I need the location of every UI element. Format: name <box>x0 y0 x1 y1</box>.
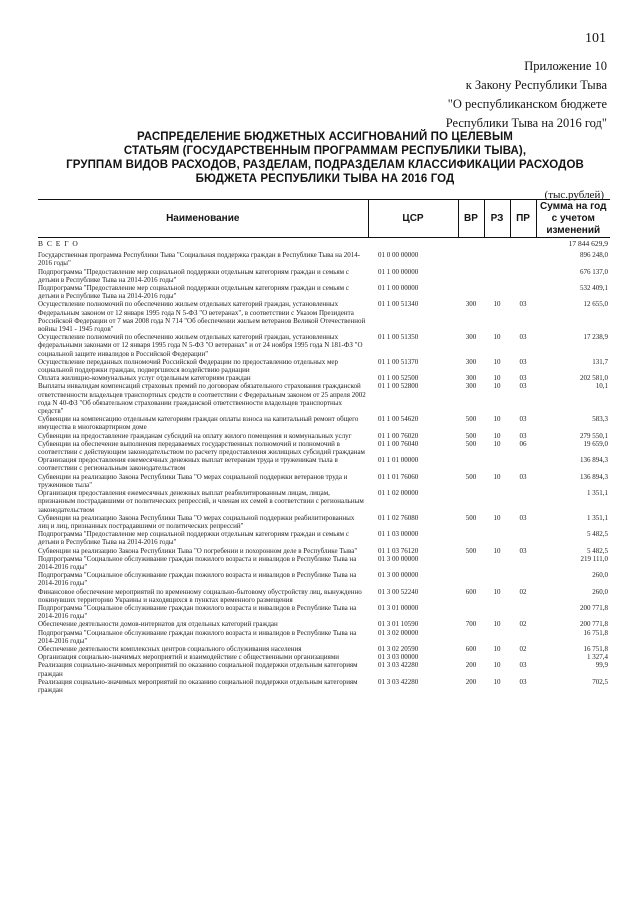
row-csr-cell: 01 3 01 10590 <box>378 620 419 629</box>
table-row <box>38 555 610 571</box>
row-name-cell: Осуществление полномочий по обеспечению жильем отдельных категорий граждан, установленных федеральными законами от 12 января 1995 года N 5-ФЗ "О ветеранах" и от 24 ноября 1995 года N 181-ФЗ "О социальной защите инвалидов в Российской Федерации" <box>38 333 363 358</box>
table-row <box>38 284 610 300</box>
row-sum-cell: 136 894,3 <box>580 472 608 481</box>
row-vr-cell: 500 <box>465 546 477 555</box>
row-vr-cell <box>458 653 484 661</box>
unit-label: (тыс.рублей) <box>544 189 604 201</box>
row-rz-cell <box>484 456 510 472</box>
row-name-cell: Субвенции на обеспечение выполнения передаваемых государственных полномочий и полномочий в соответствии с действующим законодательством по расчету предоставления жилищных субсидий гражданам <box>38 439 365 457</box>
row-vr-cell <box>458 268 484 284</box>
header-vr: ВР <box>458 200 484 238</box>
row-csr-cell: 01 3 00 52240 <box>378 587 419 596</box>
row-vr-cell: 200 <box>465 661 477 670</box>
row-csr-cell: 01 3 00 00000 <box>378 554 419 563</box>
row-pr-cell: 03 <box>519 472 527 481</box>
row-name-cell: Подпрограмма "Предоставление мер социальной поддержки отдельным категориям граждан и семьям с детьми в Республике Тыва на 2014-2016 годы" <box>38 284 349 301</box>
row-name-cell: Подпрограмма "Социальное обслуживание граждан пожилого возраста и инвалидов в Республике Тыва на 2014-2016 годы" <box>38 628 357 645</box>
header-csr: ЦСР <box>368 200 458 238</box>
row-name-cell: Организация предоставления ежемесячных денежных выплат реабилитированным лицам, лицам, признанным пострадавшими от политических репрессий, и членам их семей в соответствии с региональным законодательством <box>38 489 364 514</box>
row-name-cell: Финансовое обеспечение мероприятий по временному социально-бытовому обустройству лиц, вынужденно покинувших территорию Украины и находящихся в пунктах временного размещения <box>38 587 362 604</box>
table-row <box>38 547 610 555</box>
row-csr-cell: 01 1 00 51350 <box>378 333 419 342</box>
row-csr-cell: 01 0 00 00000 <box>378 251 419 260</box>
row-csr-cell: 01 1 00 51370 <box>378 357 419 366</box>
row-csr-cell: 01 1 00 52800 <box>378 382 419 391</box>
row-vr-cell <box>458 530 484 546</box>
row-pr-cell <box>510 284 536 300</box>
row-csr-cell: 01 1 00 76040 <box>378 439 419 448</box>
appendix-line: "О республиканском бюджете <box>447 97 607 111</box>
total-label: В С Е Г О <box>38 239 79 248</box>
row-name-cell: Подпрограмма "Предоставление мер социальной поддержки отдельным категориям граждан и семьям с детьми в Республике Тыва на 2014-2016 годы" <box>38 267 349 284</box>
row-csr-cell: 01 3 03 42280 <box>378 661 419 670</box>
row-vr-cell: 500 <box>465 439 477 448</box>
row-pr-cell <box>510 530 536 546</box>
row-vr-cell <box>458 629 484 645</box>
row-sum-cell: 219 111,0 <box>580 554 608 563</box>
total-sum: 17 844 629,9 <box>568 239 608 248</box>
row-vr-cell <box>458 456 484 472</box>
table-row <box>38 358 610 374</box>
row-pr-cell: 02 <box>519 587 527 596</box>
row-rz-cell <box>484 653 510 661</box>
row-name-cell: Осуществление полномочий по обеспечению жильем отдельных категорий граждан, установленных Федеральным законом от 12 января 1995 года N 5-ФЗ "О ветеранах", в соответствии с Указом Президента Российской Федерации от 7 мая 2008 года N 714 "Об обеспечении жильем ветеранов Великой Отечественной войны 1941 - 1945 годов" <box>38 300 366 334</box>
row-name-cell: Субвенции на реализацию Закона Республики Тыва "О мерах социальной поддержки ветеранов труда и тружеников тыла" <box>38 472 348 489</box>
row-pr-cell <box>510 251 536 267</box>
table-row <box>38 604 610 620</box>
row-pr-cell: 03 <box>519 677 527 686</box>
row-rz-cell: 10 <box>493 620 501 629</box>
row-vr-cell: 500 <box>465 513 477 522</box>
row-vr-cell <box>458 604 484 620</box>
row-name-cell: Подпрограмма "Социальное обслуживание граждан пожилого возраста и инвалидов в Республике Тыва на 2014-2016 годы" <box>38 554 357 571</box>
row-vr-cell <box>458 571 484 587</box>
row-csr-cell: 01 3 03 42280 <box>378 677 419 686</box>
row-vr-cell: 300 <box>465 374 477 383</box>
row-sum-cell: 99,9 <box>595 661 608 670</box>
row-sum-cell: 583,3 <box>592 415 608 424</box>
row-csr-cell: 01 1 01 00000 <box>378 456 419 465</box>
row-sum-cell: 19 659,0 <box>583 439 608 448</box>
row-pr-cell <box>510 571 536 587</box>
row-name-cell: Реализация социально-значимых мероприятий по оказанию социальной поддержки отдельным категориям граждан <box>38 677 358 694</box>
table-row <box>38 661 610 677</box>
row-vr-cell <box>458 489 484 514</box>
row-csr-cell: 01 1 00 52500 <box>378 374 419 383</box>
row-csr-cell: 01 1 00 00000 <box>378 267 419 276</box>
row-sum-cell: 5 482,5 <box>587 546 608 555</box>
row-pr-cell <box>510 604 536 620</box>
table-header-row <box>38 200 610 238</box>
row-pr-cell: 03 <box>519 357 527 366</box>
row-sum-cell: 260,0 <box>592 571 608 580</box>
row-name-cell: Субвенции на реализацию Закона Республики Тыва "О мерах социальной поддержки реабилитированных лиц и лиц, признанных пострадавшими от политических репрессий" <box>38 513 355 530</box>
row-pr-cell <box>510 629 536 645</box>
row-rz-cell <box>484 251 510 267</box>
row-pr-cell: 03 <box>519 300 527 309</box>
table-row <box>38 678 610 694</box>
total-row <box>38 238 610 252</box>
row-pr-cell: 03 <box>519 415 527 424</box>
row-vr-cell <box>458 555 484 571</box>
row-name-cell: Обеспечение деятельности комплексных центров социального обслуживания населения <box>38 644 302 653</box>
row-pr-cell: 03 <box>519 431 527 440</box>
row-pr-cell: 02 <box>519 644 527 653</box>
row-sum-cell: 1 351,1 <box>587 513 608 522</box>
row-pr-cell <box>510 653 536 661</box>
table-row <box>38 374 610 382</box>
row-rz-cell: 10 <box>493 472 501 481</box>
table-row <box>38 571 610 587</box>
row-vr-cell: 500 <box>465 431 477 440</box>
row-name-cell: Государственная программа Республики Тыва "Социальная поддержка граждан в Республике Тыва на 2014-2016 годы" <box>38 251 361 268</box>
row-sum-cell: 702,5 <box>592 677 608 686</box>
row-rz-cell: 10 <box>493 415 501 424</box>
row-csr-cell: 01 1 03 76120 <box>378 546 419 555</box>
title-line: ГРУППАМ ВИДОВ РАСХОДОВ, РАЗДЕЛАМ, ПОДРАЗДЕЛАМ КЛАССИФИКАЦИИ РАСХОДОВ <box>66 159 584 171</box>
row-name-cell: Субвенции на предоставление гражданам субсидий на оплату жилого помещения и коммунальных услуг <box>38 431 352 440</box>
row-csr-cell: 01 1 00 76020 <box>378 431 419 440</box>
row-name-cell: Подпрограмма "Социальное обслуживание граждан пожилого возраста и инвалидов в Республике Тыва на 2014-2016 годы" <box>38 603 357 621</box>
row-name-cell: Субвенции на реализацию Закона Республики Тыва "О погребении и похоронном деле в Республике Тыва" <box>38 546 358 555</box>
row-rz-cell: 10 <box>493 546 501 555</box>
row-vr-cell: 300 <box>465 382 477 391</box>
row-vr-cell: 700 <box>465 620 477 629</box>
row-sum-cell: 896 248,0 <box>580 251 608 260</box>
row-csr-cell: 01 1 02 76080 <box>378 513 419 522</box>
row-name-cell: Осуществление переданных полномочий Российской Федерации по предоставлению отдельных мер социальной поддержки граждан, подвергшихся воздействию радиации <box>38 357 338 375</box>
row-sum-cell: 12 655,0 <box>583 300 608 309</box>
row-csr-cell: 01 3 03 00000 <box>378 653 419 662</box>
row-name-cell: Организация предоставления ежемесячных денежных выплат ветеранам труда и труженикам тыла в соответствии с региональным законодательством <box>38 456 338 473</box>
row-name-cell: Подпрограмма "Социальное обслуживание граждан пожилого возраста и инвалидов в Республике Тыва на 2014-2016 годы" <box>38 571 357 588</box>
row-name-cell: Реализация социально-значимых мероприятий по оказанию социальной поддержки отдельным категориям граждан <box>38 661 358 678</box>
row-vr-cell: 300 <box>465 333 477 342</box>
row-pr-cell: 06 <box>519 439 527 448</box>
row-sum-cell: 532 409,1 <box>580 284 608 293</box>
row-rz-cell: 10 <box>493 333 501 342</box>
row-csr-cell: 01 1 01 76060 <box>378 472 419 481</box>
row-sum-cell: 136 894,3 <box>580 456 608 465</box>
title-line: БЮДЖЕТА РЕСПУБЛИКИ ТЫВА НА 2016 ГОД <box>195 173 455 185</box>
row-pr-cell: 02 <box>519 620 527 629</box>
row-name-cell: Обеспечение деятельности домов-интернатов для отдельных категорий граждан <box>38 620 278 629</box>
table-row <box>38 620 610 628</box>
budget-table <box>38 199 610 694</box>
row-rz-cell: 10 <box>493 587 501 596</box>
row-sum-cell: 200 771,8 <box>580 620 608 629</box>
row-pr-cell <box>510 489 536 514</box>
row-pr-cell: 03 <box>519 374 527 383</box>
row-csr-cell: 01 1 02 00000 <box>378 489 419 498</box>
title-line: РАСПРЕДЕЛЕНИЕ БЮДЖЕТНЫХ АССИГНОВАНИЙ ПО ЦЕЛЕВЫМ <box>137 131 513 143</box>
row-pr-cell <box>510 555 536 571</box>
row-sum-cell: 260,0 <box>592 587 608 596</box>
row-csr-cell: 01 1 03 00000 <box>378 530 419 539</box>
row-csr-cell: 01 3 00 00000 <box>378 571 419 580</box>
row-rz-cell: 10 <box>493 431 501 440</box>
row-sum-cell: 16 751,8 <box>583 628 608 637</box>
row-pr-cell: 03 <box>519 546 527 555</box>
table-row <box>38 440 610 456</box>
header-pr: ПР <box>510 200 536 238</box>
row-name-cell: Организация социально-значимых мероприятий и взаимодействие с общественными организациями <box>38 653 340 662</box>
appendix-line: Приложение 10 <box>524 59 607 73</box>
row-vr-cell <box>458 251 484 267</box>
row-csr-cell: 01 3 02 20590 <box>378 644 419 653</box>
table-row <box>38 432 610 440</box>
table-row <box>38 251 610 267</box>
appendix-header <box>446 57 607 133</box>
row-name-cell: Субвенции на компенсацию отдельным категориям граждан оплаты взноса на капитальный ремонт общего имущества в многоквартирном доме <box>38 415 359 432</box>
row-vr-cell: 600 <box>465 587 477 596</box>
row-vr-cell: 600 <box>465 644 477 653</box>
row-vr-cell: 300 <box>465 357 477 366</box>
row-rz-cell <box>484 284 510 300</box>
row-pr-cell <box>510 456 536 472</box>
row-sum-cell: 1 351,1 <box>587 489 608 498</box>
row-sum-cell: 200 771,8 <box>580 603 608 612</box>
row-csr-cell: 01 3 01 00000 <box>378 603 419 612</box>
document-title <box>40 130 610 186</box>
table-row <box>38 645 610 653</box>
row-name-cell: Подпрограмма "Предоставление мер социальной поддержки отдельным категориям граждан и семьям с детьми в Республике Тыва на 2014-2016 годы" <box>38 530 349 547</box>
row-rz-cell <box>484 530 510 546</box>
row-vr-cell <box>458 284 484 300</box>
appendix-line: Республики Тыва на 2016 год" <box>445 116 607 130</box>
table-row <box>38 473 610 489</box>
row-rz-cell: 10 <box>493 357 501 366</box>
row-sum-cell: 5 482,5 <box>587 530 608 539</box>
row-rz-cell <box>484 629 510 645</box>
header-rz: РЗ <box>484 200 510 238</box>
row-sum-cell: 279 550,1 <box>580 431 608 440</box>
row-vr-cell: 500 <box>465 415 477 424</box>
row-sum-cell: 16 751,8 <box>583 644 608 653</box>
table-row <box>38 489 610 514</box>
title-line: СТАТЬЯМ (ГОСУДАРСТВЕННЫМ ПРОГРАММАМ РЕСПУБЛИКИ ТЫВА), <box>123 145 527 157</box>
table-row <box>38 268 610 284</box>
row-rz-cell: 10 <box>493 661 501 670</box>
row-vr-cell: 300 <box>465 300 477 309</box>
row-csr-cell: 01 3 02 00000 <box>378 628 419 637</box>
appendix-line: к Закону Республики Тыва <box>465 78 607 92</box>
row-vr-cell: 200 <box>465 677 477 686</box>
row-csr-cell: 01 1 00 00000 <box>378 284 419 293</box>
table-row <box>38 629 610 645</box>
table-row <box>38 588 610 604</box>
row-pr-cell: 03 <box>519 661 527 670</box>
row-rz-cell <box>484 489 510 514</box>
row-name-cell: Выплаты инвалидам компенсаций страховых премий по договорам обязательного страхования гражданской ответственности владельцев транспортных средств в соответствии с Федеральным законом от 25 апреля 2002 года N 40-ФЗ "Об обязательном страховании гражданской ответственности владельцев транспортных средств" <box>38 382 366 416</box>
row-csr-cell: 01 1 00 51340 <box>378 300 419 309</box>
row-sum-cell: 676 137,0 <box>580 267 608 276</box>
table-row <box>38 382 610 415</box>
row-name-cell: Оплата жилищно-коммунальных услуг отдельным категориям граждан <box>38 374 251 383</box>
row-sum-cell: 202 581,0 <box>580 374 608 383</box>
header-name: Наименование <box>38 200 368 238</box>
row-rz-cell: 10 <box>493 513 501 522</box>
row-rz-cell: 10 <box>493 374 501 383</box>
row-rz-cell: 10 <box>493 644 501 653</box>
table-row <box>38 300 610 333</box>
row-sum-cell: 1 327,4 <box>587 653 608 662</box>
row-csr-cell: 01 1 00 54620 <box>378 415 419 424</box>
row-rz-cell: 10 <box>493 439 501 448</box>
header-sum: Сумма на год с учетом изменений <box>536 200 610 238</box>
row-pr-cell <box>510 268 536 284</box>
row-rz-cell: 10 <box>493 300 501 309</box>
table-row <box>38 514 610 530</box>
row-pr-cell: 03 <box>519 513 527 522</box>
table-row <box>38 456 610 472</box>
row-pr-cell: 03 <box>519 382 527 391</box>
table-row <box>38 333 610 358</box>
row-pr-cell: 03 <box>519 333 527 342</box>
table-row <box>38 415 610 431</box>
row-sum-cell: 131,7 <box>592 357 608 366</box>
page-number: 101 <box>585 31 606 46</box>
row-rz-cell: 10 <box>493 382 501 391</box>
row-rz-cell <box>484 571 510 587</box>
row-vr-cell: 500 <box>465 472 477 481</box>
row-sum-cell: 17 238,9 <box>583 333 608 342</box>
row-rz-cell <box>484 604 510 620</box>
row-rz-cell <box>484 268 510 284</box>
table-row <box>38 530 610 546</box>
row-rz-cell: 10 <box>493 677 501 686</box>
row-rz-cell <box>484 555 510 571</box>
table-row <box>38 653 610 661</box>
row-sum-cell: 10,1 <box>595 382 608 391</box>
